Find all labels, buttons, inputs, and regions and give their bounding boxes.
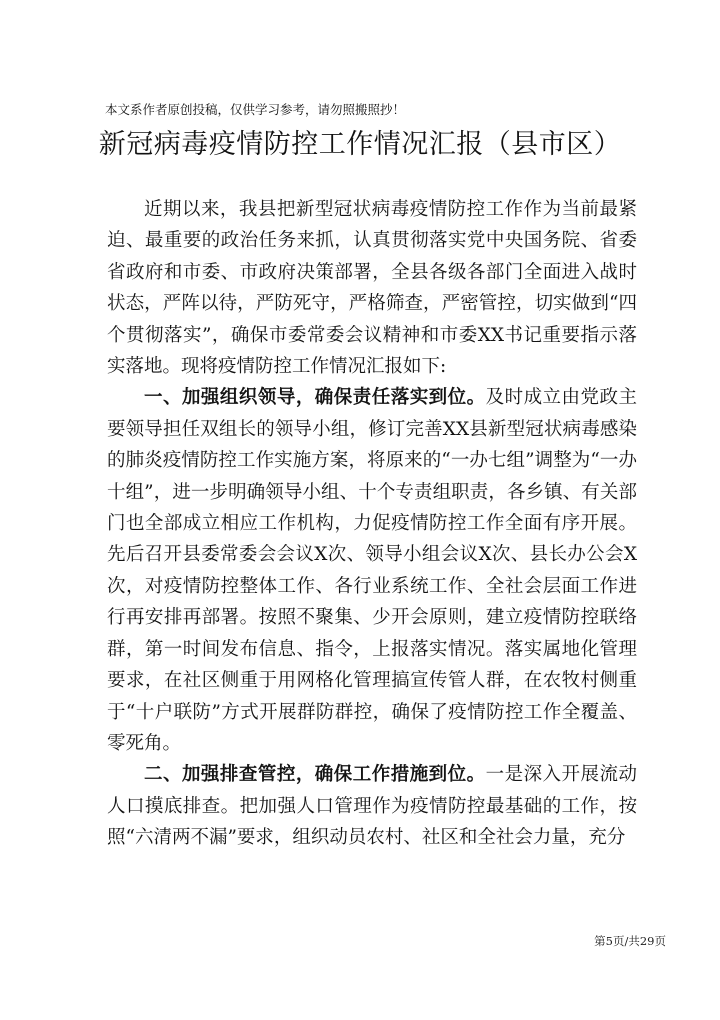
paragraph-section-2 bbox=[107, 759, 637, 853]
paragraph-text: 及时成立由党政主要领导担任双组长的领导小组，修订完善XX县新型冠状病毒感染的肺炎疫情防控工作实施方案，将原来的“一办七组”调整为“一办十组”，进一步明确领导小组、十个专责组职责，各乡镇、有关部门也全部成立相应工作机构，力促疫情防控工作全面有序开展。先后召开县委常委会会议X次、领导小组会议X次、县长办公会X次，对疫情防控整体工作、各行业系统工作、全社会层面工作进行再安排再部署。按照不聚集、少开会原则，建立疫情防控联络群，第一时间发布信息、指令，上报落实情况。落实属地化管理要求，在社区侧重于用网格化管理搞宣传管人群，在农牧村侧重于“十户联防”方式开展群防群控，确保了疫情防控工作全覆盖、零死角。 bbox=[107, 387, 637, 754]
document-body bbox=[107, 194, 637, 854]
paragraph-section-1 bbox=[107, 382, 637, 759]
paragraph-text: 近期以来，我县把新型冠状病毒疫情防控工作作为当前最紧迫、最重要的政治任务来抓，认真贯彻落实党中央国务院、省委省政府和市委、市政府决策部署，全县各级各部门全面进入战时状态，严阵以待，严防死守，严格筛查，严密管控，切实做到“四个贯彻落实”，确保市委常委会议精神和市委XX书记重要指示落实落地。现将疫情防控工作情况汇报如下: bbox=[107, 199, 637, 378]
section-heading: 一、加强组织领导，确保责任落实到位。 bbox=[144, 387, 486, 409]
document-title: 新冠病毒疫情防控工作情况汇报（县市区） bbox=[98, 129, 622, 160]
paragraph-intro bbox=[107, 194, 637, 382]
page-number: 第5页/共29页 bbox=[594, 934, 666, 948]
section-heading: 二、加强排查管控，确保工作措施到位。 bbox=[144, 764, 486, 786]
paragraph-text: 一是深入开展流动人口摸底排查。把加强人口管理作为疫情防控最基础的工作，按照“六清两不漏”要求，组织动员农村、社区和全社会力量，充分 bbox=[107, 764, 637, 849]
author-notice: 本文系作者原创投稿，仅供学习参考，请勿照搬照抄！ bbox=[105, 102, 406, 117]
